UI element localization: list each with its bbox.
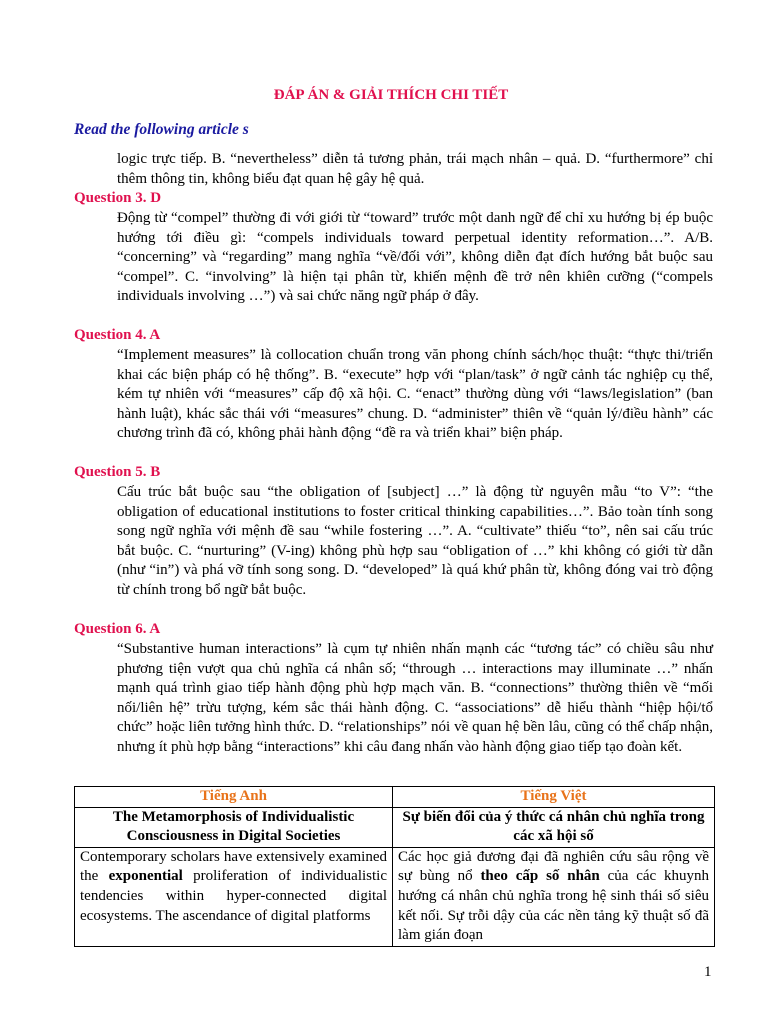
- vietnamese-body-text: Các học giả đương đại đã nghiên cứu sâu rộng về sự bùng nổ: [398, 848, 709, 885]
- english-body-text: proliferation of individualistic tendencies within hyper-connected digital ecosystems. The ascendance of digital platforms: [80, 868, 387, 924]
- question-label: Question 6. A: [74, 621, 161, 637]
- question-label: Question 5. B: [74, 464, 161, 480]
- table-header-row: [75, 787, 715, 808]
- question-label: Question 4. A: [74, 327, 161, 343]
- intro-paragraph: logic trực tiếp. B. “nevertheless” diễn tả tương phản, trái mạch nhân – quả. D. “furthermore” chỉ thêm thông tin, không biểu đạt quan hệ gây hệ quả.: [117, 151, 713, 187]
- table-row: [75, 847, 715, 946]
- vietnamese-highlight-phrase: theo cấp số nhân: [480, 868, 600, 885]
- question-explanation: Cấu trúc bắt buộc sau “the obligation of [subject] …” là động từ nguyên mẫu “to V”: “the obligation of educational institutions to foster critical thinking capabilities…”. Bảo toàn tính song song ngữ nghĩa với mệnh đề sau “while fostering …”. A. “cultivate” thiếu “to”, nên sai cấu trúc bắt buộc. C. “nurturing” (V-ing) không phù hợp sau “obligation of …” khi không có giới từ dẫn (như “in”) và phá vỡ tính song song. D. “developed” là quá khứ phân từ, không đóng vai trò động từ chính trong bổ ngữ bắt buộc.: [117, 484, 713, 598]
- english-body-text: Contemporary scholars have extensively examined the: [80, 848, 387, 885]
- english-column-header: Tiếng Anh: [75, 787, 393, 808]
- english-body-cell: [75, 847, 393, 946]
- question-explanation: “Substantive human interactions” là cụm tự nhiên nhấn mạnh các “tương tác” có chiều sâu như phương tiện vượt qua chủ nghĩa cá nhân số; “through … interactions may illuminate …” nhấn mạnh quá trình giao tiếp hành động phù hợp mạch văn. B. “connections” thường thiên về “mối nối/liên hệ” trừu tượng, kém sắc thái hành động. C. “associations” dễ hiểu thành “hiệp hội/tổ chức” hoặc liên tưởng hình thức. D. “relationships” nói về quan hệ bền lâu, cũng có thể chấp nhận, nhưng ít phù hợp bằng “interactions” khi câu đang nhấn vào hành động giao tiếp tạo đoàn kết.: [117, 641, 713, 755]
- read-heading: Read the following article s: [74, 121, 249, 138]
- english-article-title: The Metamorphosis of Individualistic Consciousness in Digital Societies: [75, 807, 393, 847]
- question-label: Question 3. D: [74, 190, 162, 206]
- page-number: 1: [704, 964, 712, 980]
- page-title: ĐÁP ÁN & GIẢI THÍCH CHI TIẾT: [273, 87, 509, 103]
- vietnamese-body-cell: [393, 847, 715, 946]
- vietnamese-column-header: Tiếng Việt: [393, 787, 715, 808]
- bilingual-table: [74, 786, 715, 947]
- question-explanation: “Implement measures” là collocation chuẩn trong văn phong chính sách/học thuật: “thực thi/triển khai các biện pháp có hệ thống”. B. “execute” hợp với “plan/task” ở ngữ cảnh tác nghiệp cụ thể, kém tự nhiên với “measures” cấp độ xã hội. C. “enact” thường dùng với “laws/legislation” (ban hành luật), khác sắc thái với “measures” chung. D. “administer” thiên về “quản lý/điều hành” các chương trình đã có, không phải hành động “đề ra và triển khai” biện pháp.: [117, 347, 713, 442]
- question-explanation: Động từ “compel” thường đi với giới từ “toward” trước một danh ngữ để chỉ xu hướng bị ép buộc hướng tới điều gì: “compels individuals toward perpetual identity reformation…”. A/B. “concerning” và “regarding” mang nghĩa “về/đối với”, không diễn đạt đích hướng bắt buộc sau “compel”. C. “involving” là hiện tại phân từ, khiến mệnh đề trở nên khiên cưỡng (“compels individuals involving …”) và sai chức năng ngữ pháp ở đây.: [117, 210, 713, 305]
- table-title-row: [75, 807, 715, 847]
- vietnamese-body-text: của các khuynh hướng cá nhân chủ nghĩa trong hệ sinh thái số siêu kết nối. Sự trỗi dậy của các nền tảng kỹ thuật số đã làm gián đoạn: [398, 868, 709, 944]
- english-highlight-word: exponential: [108, 868, 183, 885]
- vietnamese-article-title: Sự biến đổi của ý thức cá nhân chủ nghĩa trong các xã hội số: [393, 807, 715, 847]
